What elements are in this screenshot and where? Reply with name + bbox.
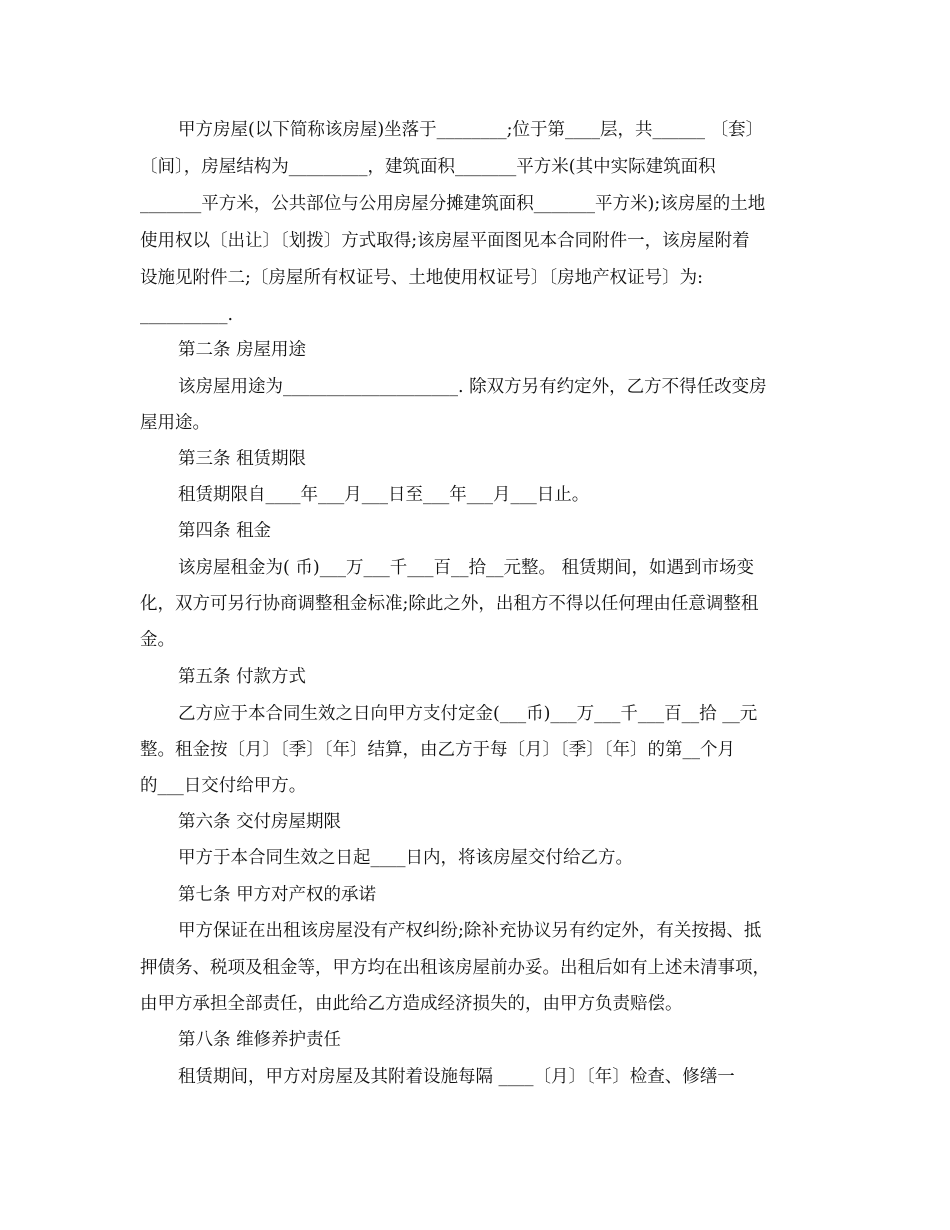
paragraph-line: 使用权以〔出让〕〔划拨〕方式取得;该房屋平面图见本合同附件一，该房屋附着 xyxy=(140,231,750,251)
section-heading: 第八条 维修养护责任 xyxy=(178,1030,342,1050)
paragraph-line: 整。租金按〔月〕〔季〕〔年〕结算，由乙方于每〔月〕〔季〕〔年〕的第__个月 xyxy=(140,740,735,760)
paragraph-line: 乙方应于本合同生效之日向甲方支付定金(___币)___万___千___百__拾 __元 xyxy=(178,704,758,724)
paragraph-line: 甲方于本合同生效之日起____日内，将该房屋交付给乙方。 xyxy=(178,848,633,868)
paragraph-line: 该房屋用途为____________________. 除双方另有约定外，乙方不得任改变房 xyxy=(178,377,767,397)
paragraph-line: 化，双方可另行协商调整租金标准;除此之外，出租方不得以任何理由任意调整租 xyxy=(140,594,759,614)
section-heading: 第五条 付款方式 xyxy=(178,667,307,687)
paragraph-line: 的___日交付给甲方。 xyxy=(140,776,307,796)
section-heading: 第四条 租金 xyxy=(178,521,272,541)
paragraph-line: 由甲方承担全部责任，由此给乙方造成经济损失的，由甲方负责赔偿。 xyxy=(140,994,683,1014)
paragraph-line: 设施见附件二;〔房屋所有权证号、土地使用权证号〕〔房地产权证号〕为: xyxy=(140,268,704,288)
section-heading: 第七条 甲方对产权的承诺 xyxy=(178,885,377,905)
section-heading: 第二条 房屋用途 xyxy=(178,340,307,360)
paragraph-line: _______平方米，公共部位与公用房屋分摊建筑面积_______平方米);该房屋的土地 xyxy=(140,194,766,214)
section-heading: 第六条 交付房屋期限 xyxy=(178,812,342,832)
section-heading: 第三条 租赁期限 xyxy=(178,449,307,469)
paragraph-line: 甲方保证在出租该房屋没有产权纠纷;除补充协议另有约定外，有关按揭、抵 xyxy=(178,921,762,941)
paragraph-line: 〔间〕，房屋结构为_________，建筑面积_______平方米(其中实际建筑面积 xyxy=(140,157,716,177)
paragraph-line: 屋用途。 xyxy=(140,413,210,433)
paragraph-line: 金。 xyxy=(140,630,175,650)
paragraph-line: 甲方房屋(以下简称该房屋)坐落于________;位于第____层，共______ 〔套〕 xyxy=(178,120,764,140)
paragraph-line: 该房屋租金为( 币)___万___千___百__拾__元整。 租赁期间，如遇到市场变 xyxy=(178,558,755,578)
paragraph-line: 租赁期间，甲方对房屋及其附着设施每隔 ____〔月〕〔年〕检查、修缮一 xyxy=(178,1067,735,1087)
paragraph-line: __________. xyxy=(140,305,234,325)
paragraph-line: 押债务、税项及租金等，甲方均在出租该房屋前办妥。出租后如有上述未清事项， xyxy=(140,958,770,978)
paragraph-line: 租赁期限自____年___月___日至___年___月___日止。 xyxy=(178,485,590,505)
